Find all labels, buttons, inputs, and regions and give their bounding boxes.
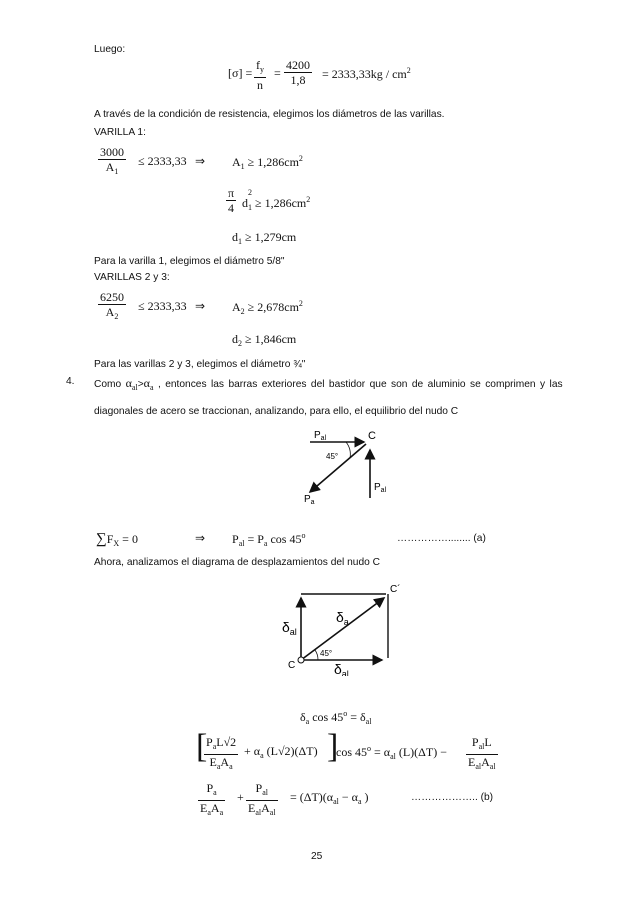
bracket-right: ] [327, 728, 339, 765]
bracket-left: [ [196, 728, 208, 765]
v2-result: $A_2 \ge 2,678cm^2$ [232, 299, 303, 316]
angle-label: 45° [326, 452, 339, 461]
b-frac-1: $P_a$ $E_aA_a$ [200, 781, 224, 817]
node-c-circle [298, 657, 304, 663]
ahora-text: Ahora, analizamos el diagrama de desplazamientos del nudo C [94, 557, 380, 568]
delta-a-diagonal [301, 598, 384, 660]
force-diagram [290, 428, 410, 504]
cprime-label: C´ [390, 584, 401, 595]
sigma-rhs: = $2333,33kg / cm^2$ [322, 66, 411, 81]
v1-ineq: ≤ 2333,33 [138, 154, 187, 168]
v1-d1: $d_1 \ge 1,279cm$ [232, 230, 297, 246]
v2-fraction: $\frac{6250}{A_2}$ [100, 290, 124, 321]
delta-al-label-v: $\delta_{al}$ [282, 619, 297, 637]
sigma-eq1: = [274, 66, 281, 80]
v1-choice: Para la varilla 1, elegimos el diámetro 5/8" [94, 256, 285, 267]
b-frac-2: $P_{al}$ $E_{al}A_{al}$ [248, 781, 276, 817]
item4-number: 4. [66, 376, 75, 387]
pal-label: $P_{al}$ [314, 430, 327, 442]
eq-a-arrow: ⇒ [195, 531, 206, 545]
v2-d2: $d_2 \ge 1,846cm$ [232, 332, 297, 348]
v2-ineq: ≤ 2333,33 [138, 299, 187, 313]
varilla1-title: VARILLA 1: [94, 127, 146, 138]
angle-label-2: 45° [320, 649, 333, 658]
c-label: C [368, 430, 376, 442]
c-label-2: C [288, 660, 296, 671]
big-frac-2: $P_{al}L$ $E_{al}A_{al}$ [468, 735, 496, 771]
big-frac-1: $P_aL√2$ $E_aA_a$ [206, 735, 237, 771]
item4-line2: diagonales de acero se traccionan, analizando, para ello, el equilibrio del nudo C [94, 406, 459, 417]
v2-arrow: ⇒ [195, 299, 206, 313]
pa-label: $P_a$ [304, 494, 315, 504]
eq-b-tag: ……………….. (b) [411, 792, 494, 803]
item4-line1: Como $\alpha_{al}>\alpha_a$ , entonces las barras exteriores del bastidor que son de aluminio se comprimen y las [94, 376, 563, 392]
delta-a-label: $\delta_a$ [336, 609, 349, 627]
intro-text: A través de la condición de resistencia, elegimos los diámetros de las varillas. [94, 109, 445, 120]
page-number: 25 [311, 851, 323, 862]
v1-result: $A_1 \ge 1,286cm^2$ [232, 154, 303, 171]
varilla23-title: VARILLAS 2 y 3: [94, 272, 170, 283]
delta-al-label-h: $\delta_{al}$ [334, 661, 349, 676]
v1-pi-fraction: $\frac{\pi}{4}$ [228, 186, 235, 215]
pal2-label: $P_{al}$ [374, 482, 387, 494]
sigma-fraction-2: $\frac{4200}{1,8}$ [286, 58, 310, 87]
angle-arc-2 [315, 650, 318, 660]
v1-arrow: ⇒ [195, 154, 206, 168]
eq-delta: $\delta_a$ $\cos 45^o = \delta_{al}$ [300, 709, 372, 726]
angle-arc [346, 442, 350, 458]
displacement-diagram [270, 584, 420, 676]
sigma-lhs: [σ] = [228, 66, 253, 80]
eq-a-body: $P_{al} = P_a$ cos 45$^o$ [232, 531, 306, 548]
b-rhs: = $(\Delta T)(\alpha_{al} - \alpha_a$ ) [290, 790, 369, 806]
sigma-fraction-1: $\frac{f_y}{n}$ [256, 58, 264, 92]
b-plus: + [237, 790, 244, 804]
big-eq-middle: + $\alpha_a$ (L√2)(ΔT) [244, 744, 318, 760]
v23-choice: Para las varillas 2 y 3, elegimos el diámetro ¾" [94, 359, 306, 370]
v1-d-eq: d 2 $_1 \ge 1,286cm^2$ [242, 188, 311, 212]
eq-a-sum: $\sum F_X = 0$ [96, 531, 138, 548]
eq-a-tag: ……………........ (a) [397, 533, 486, 544]
luego-label: Luego: [94, 44, 126, 55]
v1-fraction: $\frac{3000}{A_1}$ [100, 145, 124, 176]
big-eq-right: $\cos 45^o = \alpha_{al}$ (L)(ΔT) − [336, 744, 447, 761]
